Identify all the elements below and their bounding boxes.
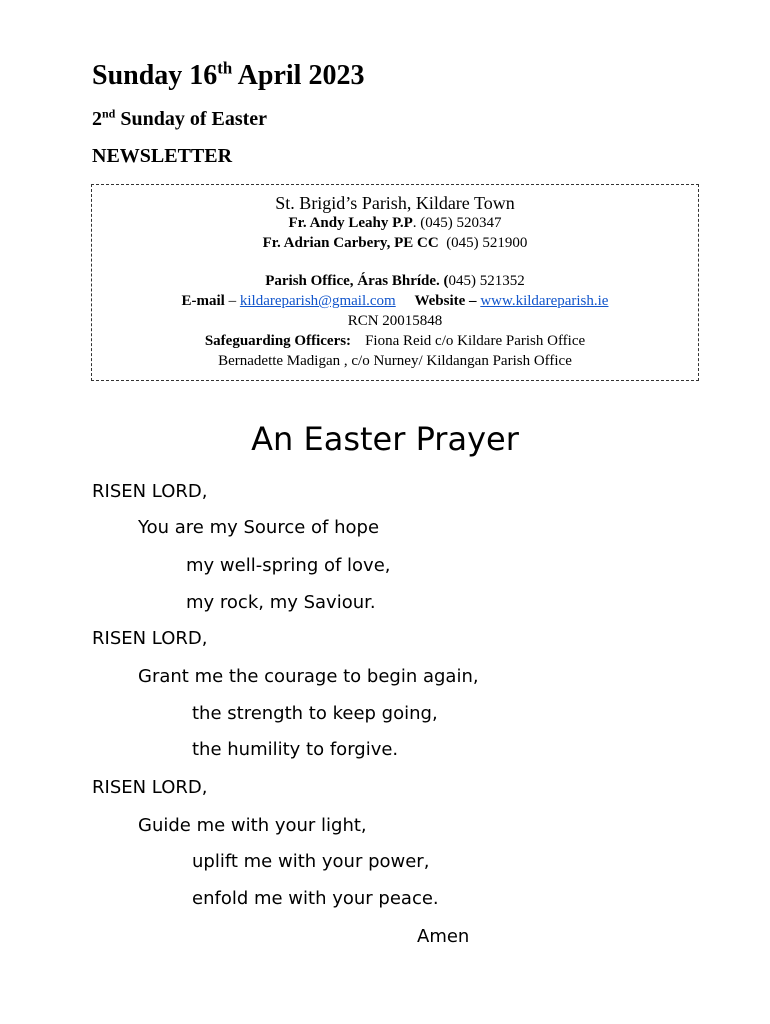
newsletter-date-title [92,60,364,92]
priest-1-line [92,213,698,233]
priest-1-name: Fr. Andy Leahy P.P [288,215,413,231]
parish-office-label: Parish Office, Áras Bhríde. ( [265,273,449,289]
email-label: E-mail [181,293,225,309]
prayer-line: RISEN LORD, [92,628,208,649]
sunday-number: 2 [92,108,102,130]
contact-line [92,291,698,311]
prayer-line: the humility to forgive. [192,739,399,760]
priest-1-phone: . (045) 520347 [412,215,502,231]
priest-2-name: Fr. Adrian Carbery, PE CC [262,235,439,251]
prayer-line: enfold me with your peace. [192,888,439,909]
safeguarding-label: Safeguarding Officers: [204,333,352,349]
date-superscript: th [217,58,233,78]
date-part-1: Sunday 16 [92,60,218,91]
priest-2-line [92,233,698,253]
prayer-amen: Amen [417,926,470,947]
prayer-line: RISEN LORD, [92,481,208,502]
email-separator: – [224,293,240,309]
rcn-number: RCN 20015848 [347,313,443,329]
parish-name: St. Brigid’s Parish, Kildare Town [275,193,515,213]
date-part-2: April 2023 [232,60,365,91]
prayer-line: my rock, my Saviour. [186,592,376,613]
parish-info-box [91,184,699,381]
prayer-line: You are my Source of hope [138,517,380,538]
prayer-line: Guide me with your light, [138,815,367,836]
liturgical-sunday [92,108,267,131]
prayer-line: RISEN LORD, [92,777,208,798]
prayer-title: An Easter Prayer [251,420,519,458]
newsletter-heading: NEWSLETTER [92,145,233,167]
email-link[interactable]: kildareparish@gmail.com [239,293,396,309]
safeguarding-officer-1: Fiona Reid c/o Kildare Parish Office [365,333,586,349]
parish-office-phone: 045) 521352 [448,273,525,289]
sunday-text: Sunday of Easter [115,108,268,130]
sunday-superscript: nd [102,106,116,121]
safeguarding-officer-2: Bernadette Madigan , c/o Nurney/ Kildangan Parish Office [218,353,572,369]
safeguarding-line-1 [92,331,698,351]
prayer-line: the strength to keep going, [192,703,438,724]
parish-office-line [92,271,698,291]
priest-2-phone: (045) 521900 [446,235,528,251]
prayer-line: my well-spring of love, [186,555,391,576]
prayer-line: uplift me with your power, [192,851,430,872]
website-label: Website – [414,293,477,309]
website-link[interactable]: www.kildareparish.ie [480,293,609,309]
prayer-line: Grant me the courage to begin again, [138,666,479,687]
